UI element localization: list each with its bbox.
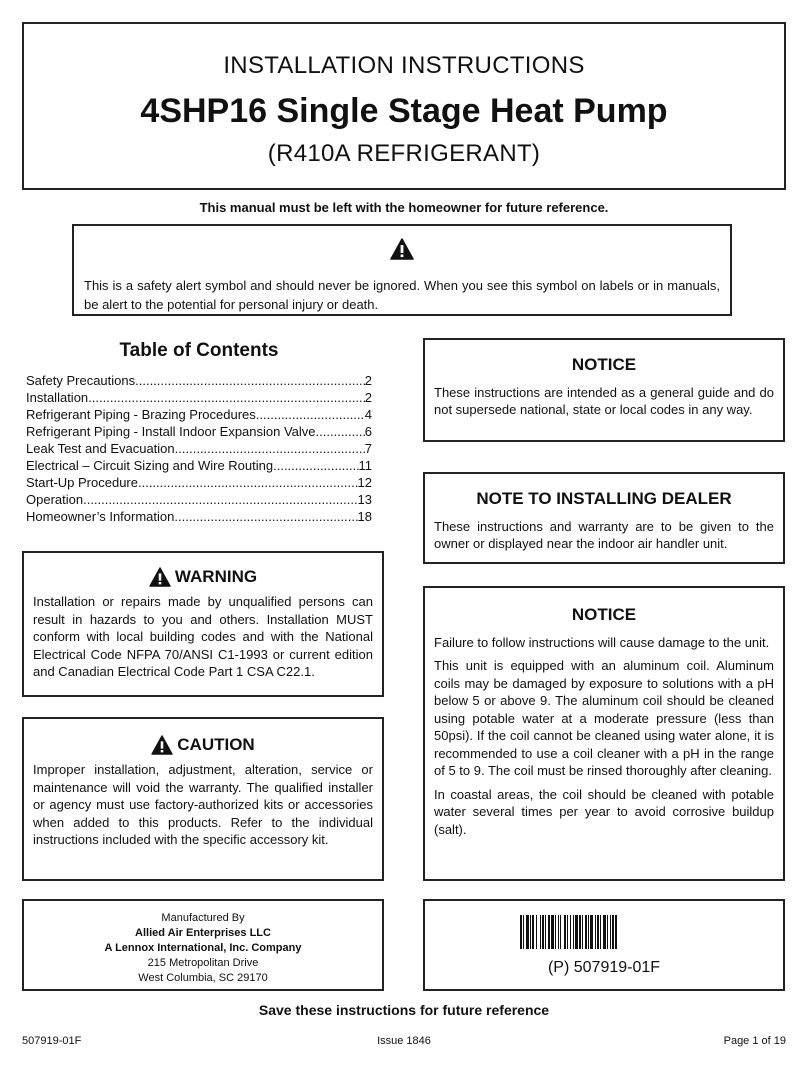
toc-entry[interactable] bbox=[26, 372, 372, 389]
toc-leader-dots bbox=[135, 372, 365, 389]
parent-company: A Lennox International, Inc. Company bbox=[104, 942, 302, 954]
notice-paragraph: This unit is equipped with an aluminum coil. Aluminum coils may be damaged by exposure to solutions with a pH below 5 or above 9. The aluminum coil should be cleaned using potable water at a moderate pressure (less than 50psi). If the coil cannot be cleaned using water alone, it is recommended to use a coil cleaner with a pH in the range of 5 to 9. The coil must be rinsed thoroughly after cleaning. bbox=[434, 658, 774, 778]
toc-entry-label: Refrigerant Piping - Brazing Procedures bbox=[26, 407, 256, 422]
part-number: (P) 507919-01F bbox=[547, 959, 661, 976]
notice-box-general bbox=[423, 338, 785, 442]
notice-heading: NOTICE bbox=[571, 605, 637, 624]
toc-leader-dots bbox=[83, 491, 357, 508]
toc-entry[interactable] bbox=[26, 440, 372, 457]
warning-triangle-icon bbox=[390, 238, 414, 260]
save-instructions-note: Save these instructions for future reference bbox=[258, 1002, 550, 1018]
toc-entry-page: 2 bbox=[364, 373, 372, 388]
toc-leader-dots bbox=[273, 457, 358, 474]
footer-issue: Issue 1846 bbox=[377, 1035, 431, 1047]
warning-box bbox=[22, 551, 384, 697]
toc-entry-page: 2 bbox=[364, 390, 372, 405]
toc-entry-label: Operation bbox=[26, 492, 84, 507]
toc-entry[interactable] bbox=[26, 508, 372, 525]
toc-entry-page: 12 bbox=[357, 475, 372, 490]
homeowner-note: This manual must be left with the homeowner for future reference. bbox=[199, 200, 609, 215]
toc-entry[interactable] bbox=[26, 457, 372, 474]
toc-entry-label: Electrical – Circuit Sizing and Wire Routing bbox=[26, 458, 274, 473]
toc-entry[interactable] bbox=[26, 474, 372, 491]
toc-entry[interactable] bbox=[26, 423, 372, 440]
toc-entry-label: Leak Test and Evacuation bbox=[26, 441, 175, 456]
toc-entry-page: 13 bbox=[357, 492, 372, 507]
toc-entry-label: Safety Precautions bbox=[26, 373, 136, 388]
caution-heading: CAUTION bbox=[177, 735, 255, 755]
city-address: West Columbia, SC 29170 bbox=[138, 972, 268, 984]
title-box bbox=[22, 22, 786, 190]
table-of-contents bbox=[26, 340, 372, 525]
product-title: 4SHP16 Single Stage Heat Pump bbox=[140, 92, 668, 130]
notice-paragraph: Failure to follow instructions will cause damage to the unit. bbox=[434, 634, 770, 650]
warning-triangle-icon bbox=[151, 735, 173, 755]
toc-entry-page: 7 bbox=[364, 441, 372, 456]
refrigerant-subtitle: (R410A REFRIGERANT) bbox=[267, 140, 541, 167]
dealer-note-text: These instructions and warranty are to be given to the owner or displayed near the indoor air handler unit. bbox=[434, 518, 774, 551]
toc-entry-page: 6 bbox=[364, 424, 372, 439]
toc-leader-dots bbox=[175, 440, 365, 457]
caution-box bbox=[22, 717, 384, 881]
notice-box-coil bbox=[423, 586, 785, 881]
toc-leader-dots bbox=[174, 508, 357, 525]
warning-text: Installation or repairs made by unqualified persons can result in hazards to you and others. Installation MUST conform with local building codes and with the National Electrical Code NFPA 70/ANSI C1-1993 or current edition and Canadian Electrical Code Part 1 CSA C22.1. bbox=[33, 594, 373, 679]
toc-title: Table of Contents bbox=[119, 340, 279, 361]
toc-leader-dots bbox=[256, 406, 365, 423]
toc-entry-page: 4 bbox=[364, 407, 372, 422]
warning-triangle-icon bbox=[149, 567, 171, 587]
notice-paragraph: In coastal areas, the coil should be cleaned with potable water several times per year to avoid corrosive buildup (salt). bbox=[434, 786, 774, 837]
footer-doc-number: 507919-01F bbox=[22, 1035, 82, 1047]
toc-entry-label: Installation bbox=[26, 390, 89, 405]
toc-leader-dots bbox=[138, 474, 358, 491]
toc-entry-label: Start-Up Procedure bbox=[26, 475, 138, 490]
toc-entry-label: Homeowner’s Information bbox=[26, 509, 175, 524]
toc-entry-page: 18 bbox=[357, 509, 372, 524]
footer-page-number: Page 1 of 19 bbox=[723, 1035, 786, 1047]
manufacturer-box bbox=[22, 899, 384, 991]
safety-alert-text: This is a safety alert symbol and should never be ignored. When you see this symbol on labels or in manuals, be alert to the potential for personal injury or death. bbox=[84, 278, 720, 312]
toc-leader-dots bbox=[88, 389, 365, 406]
safety-alert-box bbox=[72, 224, 732, 316]
toc-entry-page: 11 bbox=[358, 458, 372, 473]
toc-entry-label: Refrigerant Piping - Install Indoor Expansion Valve bbox=[26, 424, 316, 439]
toc-entry[interactable] bbox=[26, 406, 372, 423]
toc-leader-dots bbox=[316, 423, 365, 440]
notice-heading: NOTICE bbox=[571, 355, 637, 374]
dealer-note-heading: NOTE TO INSTALLING DEALER bbox=[476, 489, 732, 508]
street-address: 215 Metropolitan Drive bbox=[147, 957, 259, 969]
barcode-image bbox=[520, 915, 692, 949]
toc-entry[interactable] bbox=[26, 491, 372, 508]
toc-entry[interactable] bbox=[26, 389, 372, 406]
dealer-note-box bbox=[423, 472, 785, 564]
caution-text: Improper installation, adjustment, alteration, service or maintenance will void the warranty. The qualified installer or agency must use factory-authorized kits or accessories when added to this products. Refer to the individual instructions included with the specific accessory kit. bbox=[33, 762, 373, 847]
warning-heading: WARNING bbox=[174, 567, 258, 587]
notice-text: These instructions are intended as a general guide and do not supersede national, state or local codes in any way. bbox=[434, 384, 774, 417]
manufactured-by-label: Manufactured By bbox=[161, 912, 245, 924]
company-name: Allied Air Enterprises LLC bbox=[135, 927, 271, 939]
doc-type-title: INSTALLATION INSTRUCTIONS bbox=[223, 52, 585, 79]
barcode-box bbox=[423, 899, 785, 991]
